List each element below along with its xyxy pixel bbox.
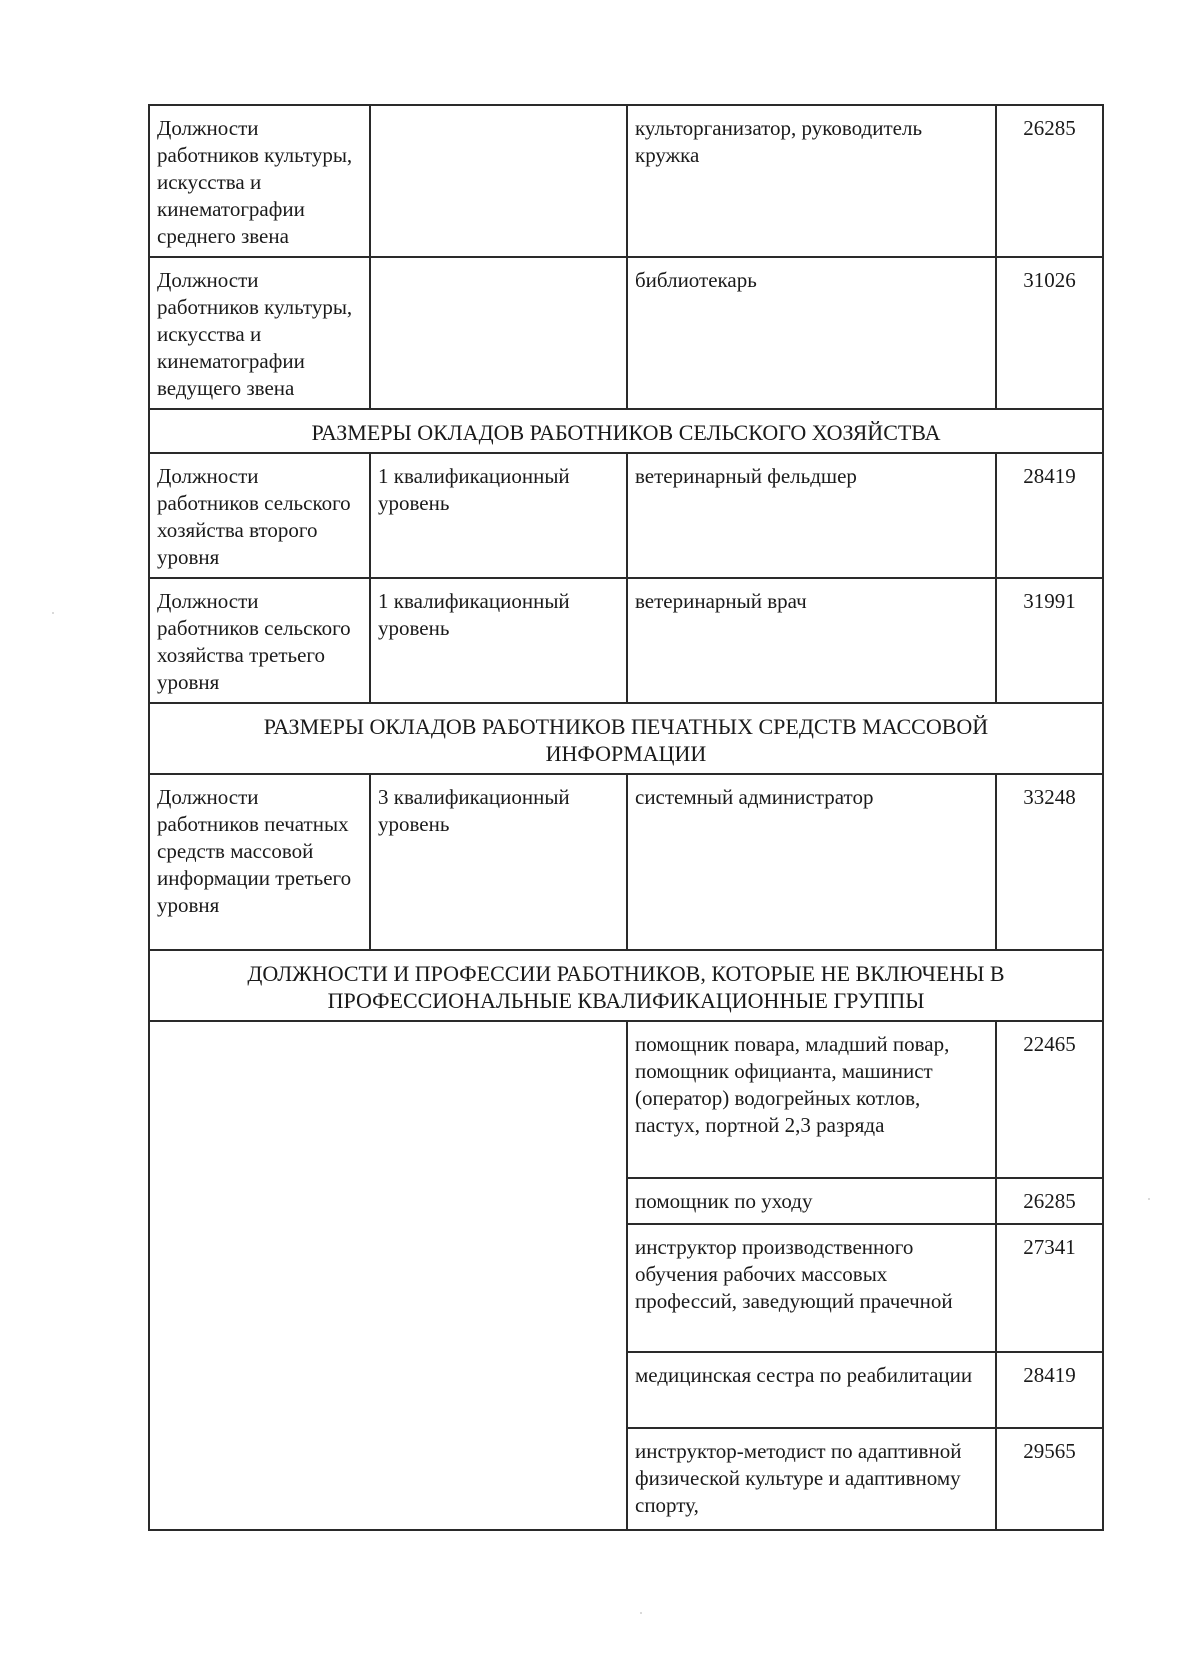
table-row (149, 257, 1103, 409)
qualification-group-cell: Должности работников культуры, искусства и кинематографии среднего звена (149, 105, 370, 257)
table-row (149, 1021, 1103, 1178)
table-row (149, 453, 1103, 578)
section-heading-row (149, 703, 1103, 774)
salary-table (148, 104, 1104, 1531)
scan-speck (52, 612, 54, 614)
positions-cell: медицинская сестра по реабилитации (627, 1352, 996, 1428)
positions-cell: ветеринарный фельдшер (627, 453, 996, 578)
salary-cell: 26285 (996, 1178, 1103, 1224)
salary-cell: 22465 (996, 1021, 1103, 1178)
section-heading: РАЗМЕРЫ ОКЛАДОВ РАБОТНИКОВ СЕЛЬСКОГО ХОЗЯЙСТВА (149, 409, 1103, 453)
empty-merged-cell (149, 1021, 627, 1530)
section-heading: ДОЛЖНОСТИ И ПРОФЕССИИ РАБОТНИКОВ, КОТОРЫЕ НЕ ВКЛЮЧЕНЫ В ПРОФЕССИОНАЛЬНЫЕ КВАЛИФИКАЦИОННЫЕ ГРУППЫ (149, 950, 1103, 1021)
salary-cell: 28419 (996, 453, 1103, 578)
qualification-level-cell: 1 квалификационный уровень (370, 453, 627, 578)
qualification-level-cell: 3 квалификационный уровень (370, 774, 627, 950)
table-row (149, 774, 1103, 950)
positions-cell: инструктор производственного обучения рабочих массовых профессий, заведующий прачечной (627, 1224, 996, 1352)
qualification-group-cell: Должности работников сельского хозяйства второго уровня (149, 453, 370, 578)
section-heading: РАЗМЕРЫ ОКЛАДОВ РАБОТНИКОВ ПЕЧАТНЫХ СРЕДСТВ МАССОВОЙ ИНФОРМАЦИИ (149, 703, 1103, 774)
positions-cell: системный администратор (627, 774, 996, 950)
positions-cell: ветеринарный врач (627, 578, 996, 703)
positions-cell: библиотекарь (627, 257, 996, 409)
qualification-level-cell (370, 257, 627, 409)
qualification-group-cell: Должности работников культуры, искусства и кинематографии ведущего звена (149, 257, 370, 409)
qualification-level-cell: 1 квалификационный уровень (370, 578, 627, 703)
section-heading-row (149, 409, 1103, 453)
qualification-group-cell: Должности работников сельского хозяйства третьего уровня (149, 578, 370, 703)
salary-cell: 31026 (996, 257, 1103, 409)
table-row (149, 105, 1103, 257)
positions-cell: помощник по уходу (627, 1178, 996, 1224)
qualification-level-cell (370, 105, 627, 257)
section-heading-row (149, 950, 1103, 1021)
scan-speck (640, 1612, 642, 1614)
scan-speck (1148, 1198, 1150, 1200)
positions-cell: инструктор-методист по адаптивной физической культуре и адаптивному спорту, (627, 1428, 996, 1530)
positions-cell: культорганизатор, руководитель кружка (627, 105, 996, 257)
salary-cell: 29565 (996, 1428, 1103, 1530)
salary-cell: 27341 (996, 1224, 1103, 1352)
salary-cell: 31991 (996, 578, 1103, 703)
salary-cell: 33248 (996, 774, 1103, 950)
qualification-group-cell: Должности работников печатных средств массовой информации третьего уровня (149, 774, 370, 950)
table-row (149, 578, 1103, 703)
salary-cell: 28419 (996, 1352, 1103, 1428)
salary-cell: 26285 (996, 105, 1103, 257)
positions-cell: помощник повара, младший повар, помощник официанта, машинист (оператор) водогрейных котлов, пастух, портной 2,3 разряда (627, 1021, 996, 1178)
